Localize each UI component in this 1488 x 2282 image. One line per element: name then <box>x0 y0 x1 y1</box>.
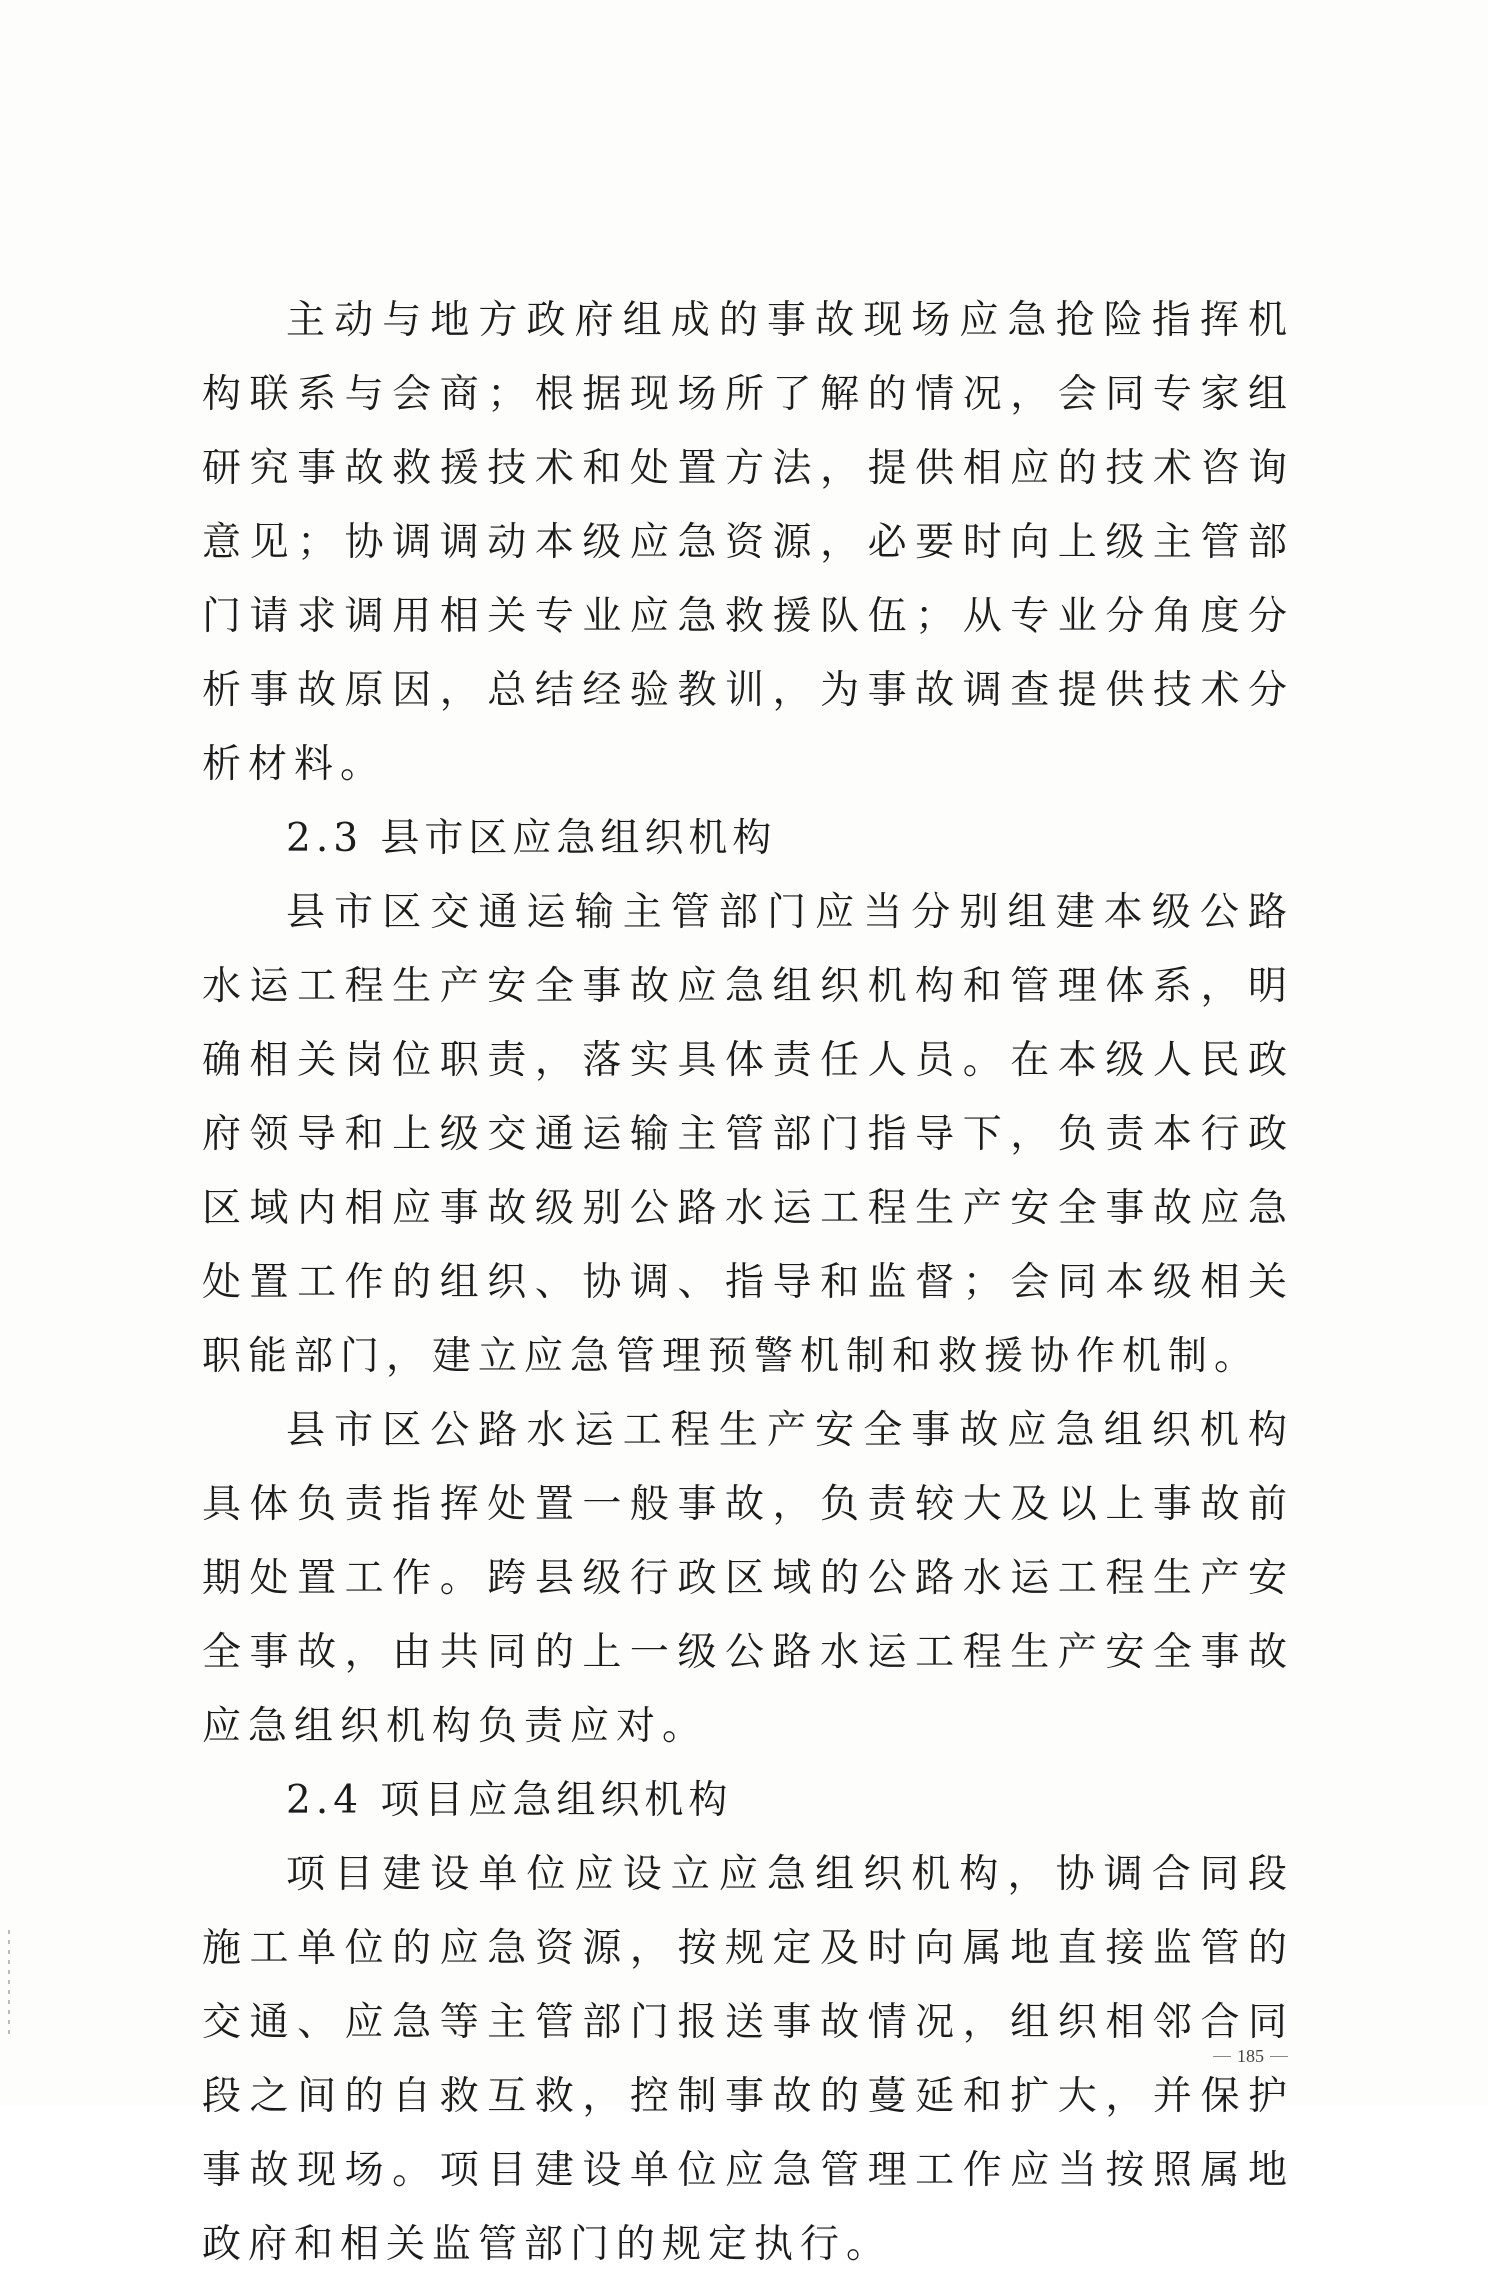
paragraph-county-organization-responsibilities: 县市区公路水运工程生产安全事故应急组织机构具体负责指挥处置一般事故，负责较大及以上事故前期处置工作。跨县级行政区域的公路水运工程生产安全事故，由共同的上一级公路水运工程生产安全事故应急组织机构负责应对。 <box>202 1408 1294 1749</box>
paragraph-county-department-organization: 县市区交通运输主管部门应当分别组建本级公路水运工程生产安全事故应急组织机构和管理体系，明确相关岗位职责，落实具体责任人员。在本级人民政府领导和上级交通运输主管部门指导下，负责本行政区域内相应事故级别公路水运工程生产安全事故应急处置工作的组织、协调、指导和监督；会同本级相关职能部门，建立应急管理预警机制和救援协作机制。 <box>202 890 1294 1379</box>
paragraph-project-organization: 项目建设单位应设立应急组织机构，协调合同段施工单位的应急资源，按规定及时向属地直接监管的交通、应急等主管部门报送事故情况，组织相邻合同段之间的自救互救，控制事故的蔓延和扩大，并保护事故现场。项目建设单位应急管理工作应当按照属地政府和相关监管部门的规定执行。 <box>202 1852 1294 2267</box>
page-number: 185 <box>1237 2046 1264 2066</box>
footer-rule-right <box>1270 2056 1288 2057</box>
page-footer <box>1213 2046 1288 2067</box>
document-body <box>202 284 1294 2282</box>
scan-margin-mark <box>8 1930 10 2040</box>
section-heading-2-3: 2.3 县市区应急组织机构 <box>286 816 777 861</box>
paragraph-emergency-command-liaison: 主动与地方政府组成的事故现场应急抢险指挥机构联系与会商；根据现场所了解的情况，会同专家组研究事故救援技术和处置方法，提供相应的技术咨询意见；协调调动本级应急资源，必要时向上级主管部门请求调用相关专业应急救援队伍；从专业分角度分析事故原因，总结经验教训，为事故调查提供技术分析材料。 <box>202 298 1294 787</box>
section-heading-2-4: 2.4 项目应急组织机构 <box>286 1778 733 1823</box>
footer-rule-left <box>1213 2056 1231 2057</box>
